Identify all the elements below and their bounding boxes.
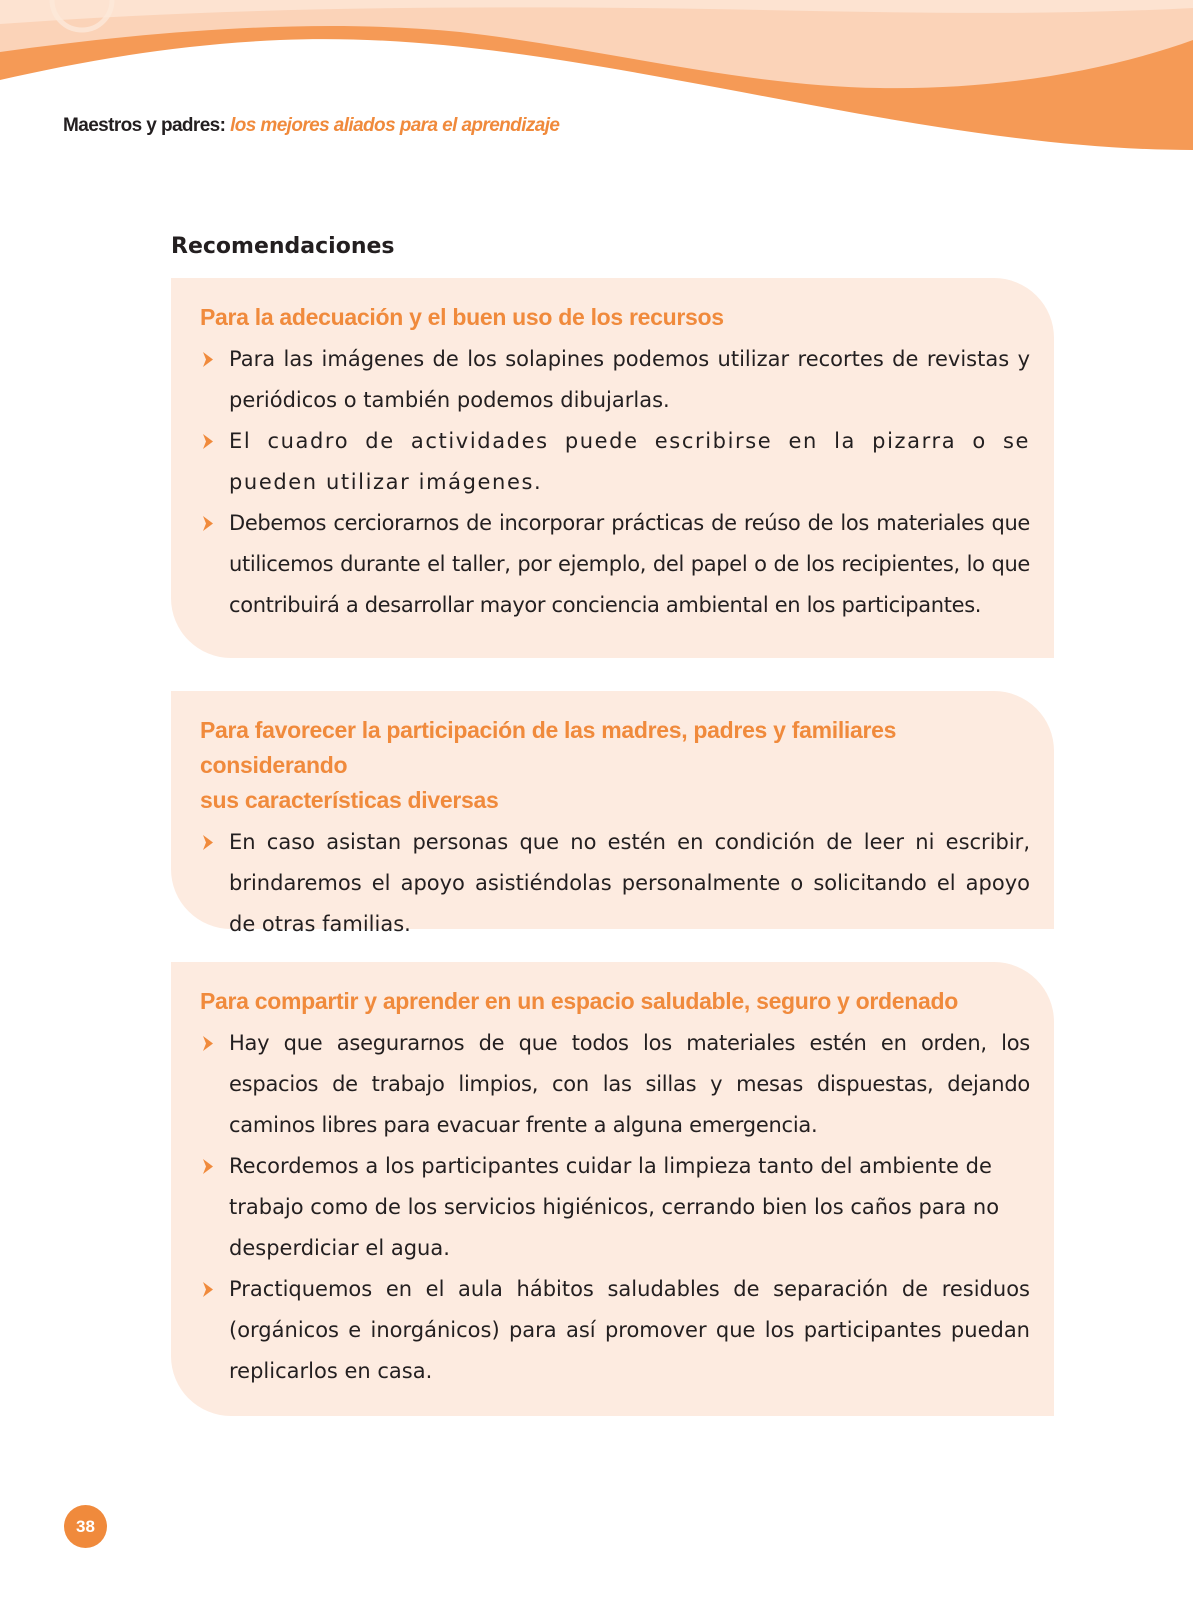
box-title [200,984,1030,1019]
chevron-right-icon [202,352,213,367]
list-item-text: Para las imágenes de los solapines podemos utilizar recortes de revistas y periódicos o también podemos dibujarlas. [229,347,1030,412]
list-item [200,822,1030,945]
list-item-text: Recordemos a los participantes cuidar la limpieza tanto del ambiente de trabajo como de los servicios higiénicos, cerrando bien los caños para no desperdiciar el agua. [229,1154,1000,1260]
chevron-right-icon [202,835,213,850]
section-heading: Recomendaciones [171,234,395,259]
list-item-text: En caso asistan personas que no estén en condición de leer ni escribir, brindaremos el apoyo asistiéndolas personalmente o solicitando el apoyo de otras familias. [229,830,1030,936]
running-head-subtitle: los mejores aliados para el aprendizaje [230,115,560,136]
chevron-right-icon [202,516,213,531]
chevron-right-icon [202,434,213,449]
list-item-text: Practiquemos en el aula hábitos saludables de separación de residuos (orgánicos e inorgánicos) para así promover que los participantes puedan replicarlos en casa. [229,1277,1030,1383]
bullet-list [200,822,1030,945]
list-item [200,1146,1030,1269]
list-item-text: Hay que asegurarnos de que todos los materiales estén en orden, los espacios de trabajo limpios, con las sillas y mesas dispuestas, dejando caminos libres para evacuar frente a alguna emergencia. [229,1031,1030,1137]
list-item [200,503,1030,626]
page-number: 38 [76,1516,95,1536]
chevron-right-icon [202,1159,213,1174]
list-item [200,1023,1030,1146]
recommendation-box-participation [171,691,1054,936]
running-head-title: Maestros y padres: [63,115,226,136]
recommendation-box-healthy-space [171,962,1054,1416]
list-item-text: El cuadro de actividades puede escribirse en la pizarra o se pueden utilizar imágenes. [229,429,1030,494]
list-item [200,339,1030,421]
page-number-badge [64,1505,107,1548]
box-title-line: Para favorecer la participación de las madres, padres y familiares considerando [200,717,897,778]
box-title [200,300,1030,335]
recommendation-box-resources [171,278,1054,658]
box-title-line: sus características diversas [200,787,499,813]
box-title [200,713,1030,818]
chevron-right-icon [202,1036,213,1051]
bullet-list [200,339,1030,626]
running-head [63,115,559,137]
list-item [200,1269,1030,1392]
list-item-text: Debemos cerciorarnos de incorporar prácticas de reúso de los materiales que utilicemos durante el taller, por ejemplo, del papel o de los recipientes, lo que contribuirá a desarrollar mayor conciencia ambiental en los participantes. [229,511,1030,617]
list-item [200,421,1030,503]
bullet-list [200,1023,1030,1392]
box-title-line: Para compartir y aprender en un espacio saludable, seguro y ordenado [200,988,959,1014]
chevron-right-icon [202,1282,213,1297]
box-title-line: Para la adecuación y el buen uso de los recursos [200,304,724,330]
